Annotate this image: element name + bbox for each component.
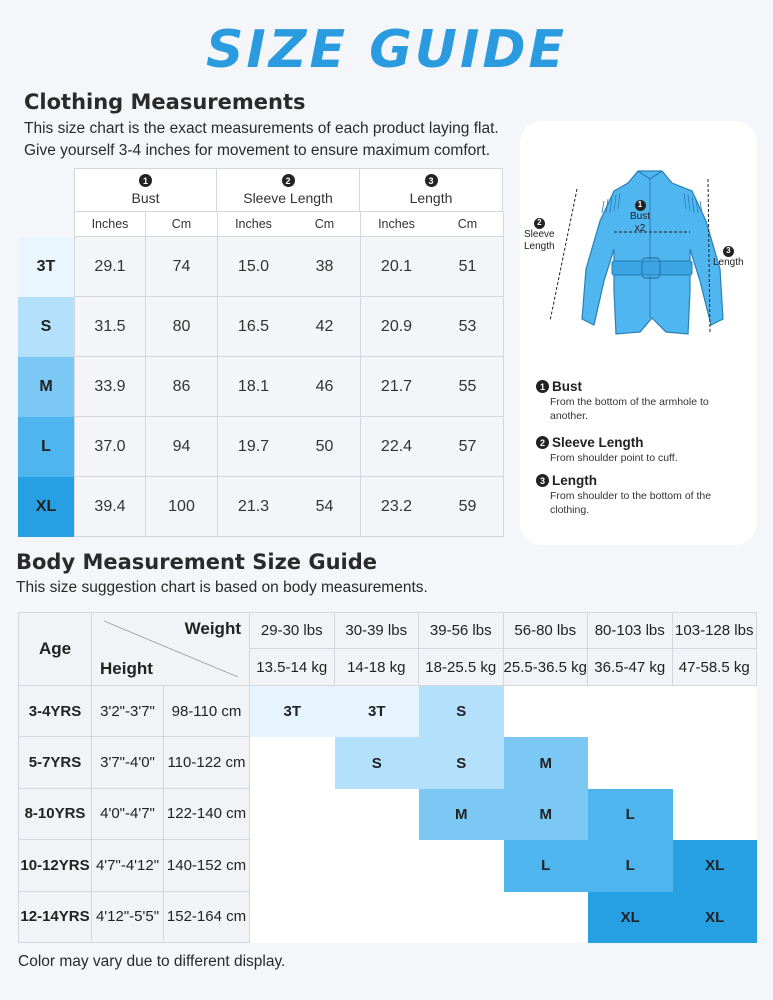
size-recommendation-cell	[588, 737, 673, 788]
size-recommendation-cell	[250, 737, 335, 788]
age-cell: 5-7YRS	[18, 737, 92, 788]
column-header-bust: 1 Bust	[74, 168, 217, 212]
measurement-cell: 74	[146, 237, 218, 297]
age-header: Age	[18, 612, 92, 686]
height-ft-cell: 4'12"-5'5"	[92, 892, 164, 943]
jacket-diagram	[520, 121, 757, 351]
height-ft-cell: 4'7"-4'12"	[92, 840, 164, 891]
definition-sleeve-length: 2 Sleeve Length From shoulder point to cuff.	[536, 435, 678, 465]
unit-header: Inches	[361, 212, 433, 237]
measurement-cell: 23.2	[361, 477, 433, 537]
size-label: L	[18, 417, 74, 477]
size-recommendation-cell	[419, 892, 504, 943]
measurement-cell: 100	[146, 477, 218, 537]
weight-lbs-header: 103-128 lbs	[673, 612, 758, 649]
measurement-cell: 37.0	[74, 417, 146, 477]
height-ft-cell: 4'0"-4'7"	[92, 789, 164, 840]
size-recommendation-cell	[504, 892, 589, 943]
measurement-cell: 21.3	[218, 477, 290, 537]
weight-kg-header: 13.5-14 kg	[250, 649, 335, 686]
size-recommendation-cell	[588, 686, 673, 737]
measurement-cell: 55	[432, 357, 504, 417]
clothing-desc-2: Give yourself 3-4 inches for movement to ensure maximum comfort.	[24, 142, 491, 159]
weight-kg-header: 14-18 kg	[335, 649, 420, 686]
unit-header: Inches	[218, 212, 290, 237]
measurement-cell: 80	[146, 297, 218, 357]
definition-length: 3 Length From shoulder to the bottom of the clothing.	[536, 473, 711, 517]
age-cell: 10-12YRS	[18, 840, 92, 891]
size-label: S	[18, 297, 74, 357]
measurement-cell: 15.0	[218, 237, 290, 297]
size-recommendation-cell: M	[504, 737, 589, 788]
size-recommendation-cell	[335, 892, 420, 943]
size-recommendation-cell: M	[419, 789, 504, 840]
height-label: Height	[100, 659, 153, 678]
height-cm-cell: 122-140 cm	[164, 789, 250, 840]
size-recommendation-cell: L	[588, 789, 673, 840]
size-recommendation-cell: XL	[673, 840, 758, 891]
size-recommendation-cell	[335, 840, 420, 891]
size-recommendation-cell	[673, 686, 758, 737]
measurement-cell: 50	[289, 417, 361, 477]
length-label: 3 Length	[713, 246, 744, 268]
size-recommendation-cell: S	[419, 686, 504, 737]
measurement-cell: 29.1	[74, 237, 146, 297]
unit-header: Cm	[289, 212, 361, 237]
size-label: 3T	[18, 237, 74, 297]
size-recommendation-cell: 3T	[250, 686, 335, 737]
weight-lbs-header: 80-103 lbs	[588, 612, 673, 649]
measurement-cell: 16.5	[218, 297, 290, 357]
measurement-cell: 38	[289, 237, 361, 297]
unit-header: Inches	[74, 212, 146, 237]
jacket-icon	[582, 171, 723, 334]
clothing-desc-1: This size chart is the exact measurements of each product laying flat.	[24, 120, 499, 137]
measurement-cell: 51	[432, 237, 504, 297]
weight-kg-header: 18-25.5 kg	[419, 649, 504, 686]
clothing-heading: Clothing Measurements	[24, 90, 306, 114]
body-desc: This size suggestion chart is based on body measurements.	[16, 579, 428, 596]
size-recommendation-cell: M	[504, 789, 589, 840]
bust-label: 1 Bust x2	[630, 200, 651, 234]
age-cell: 3-4YRS	[18, 686, 92, 737]
measurement-cell: 20.1	[361, 237, 433, 297]
height-cm-cell: 140-152 cm	[164, 840, 250, 891]
weight-lbs-header: 39-56 lbs	[419, 612, 504, 649]
measurement-cell: 46	[289, 357, 361, 417]
size-recommendation-cell: 3T	[335, 686, 420, 737]
size-recommendation-cell: S	[335, 737, 420, 788]
measurement-cell: 33.9	[74, 357, 146, 417]
height-ft-cell: 3'7"-4'0"	[92, 737, 164, 788]
weight-height-header	[92, 612, 250, 686]
sleeve-measure-line	[550, 189, 577, 321]
size-label: XL	[18, 477, 74, 537]
height-cm-cell: 98-110 cm	[164, 686, 250, 737]
height-cm-cell: 110-122 cm	[164, 737, 250, 788]
measurement-cell: 39.4	[74, 477, 146, 537]
weight-label: Weight	[184, 619, 241, 638]
measurement-cell: 59	[432, 477, 504, 537]
unit-header: Cm	[432, 212, 504, 237]
size-recommendation-cell	[673, 789, 758, 840]
sleeve-length-label: 2 Sleeve Length	[524, 218, 555, 252]
size-recommendation-cell: L	[588, 840, 673, 891]
clothing-measurements-table	[18, 168, 505, 537]
size-recommendation-cell	[335, 789, 420, 840]
size-recommendation-cell	[673, 737, 758, 788]
measurement-cell: 20.9	[361, 297, 433, 357]
size-recommendation-cell: XL	[588, 892, 673, 943]
page-title: SIZE GUIDE	[205, 20, 568, 80]
age-cell: 8-10YRS	[18, 789, 92, 840]
size-recommendation-cell: XL	[673, 892, 758, 943]
column-header-sleeve-length: 2 Sleeve Length	[217, 168, 360, 212]
size-recommendation-cell	[504, 686, 589, 737]
measurement-cell: 19.7	[218, 417, 290, 477]
weight-lbs-header: 30-39 lbs	[335, 612, 420, 649]
measurement-cell: 57	[432, 417, 504, 477]
age-cell: 12-14YRS	[18, 892, 92, 943]
size-recommendation-cell	[419, 840, 504, 891]
measurement-cell: 18.1	[218, 357, 290, 417]
height-cm-cell: 152-164 cm	[164, 892, 250, 943]
measurement-cell: 21.7	[361, 357, 433, 417]
footer-note: Color may vary due to different display.	[18, 953, 286, 970]
measurement-cell: 86	[146, 357, 218, 417]
measurement-cell: 53	[432, 297, 504, 357]
measurement-cell: 54	[289, 477, 361, 537]
weight-lbs-header: 56-80 lbs	[504, 612, 589, 649]
measurement-diagram-panel	[520, 121, 757, 545]
measurement-cell: 94	[146, 417, 218, 477]
weight-lbs-header: 29-30 lbs	[250, 612, 335, 649]
size-recommendation-cell: S	[419, 737, 504, 788]
size-recommendation-cell: L	[504, 840, 589, 891]
definition-bust: 1 Bust From the bottom of the armhole to another.	[536, 379, 709, 423]
measurement-cell: 31.5	[74, 297, 146, 357]
body-heading: Body Measurement Size Guide	[16, 550, 378, 574]
unit-header: Cm	[146, 212, 218, 237]
size-recommendation-cell	[250, 789, 335, 840]
weight-kg-header: 36.5-47 kg	[588, 649, 673, 686]
size-label: M	[18, 357, 74, 417]
measurement-cell: 22.4	[361, 417, 433, 477]
weight-kg-header: 47-58.5 kg	[673, 649, 758, 686]
body-size-guide-table	[18, 612, 757, 943]
size-recommendation-cell	[250, 840, 335, 891]
column-header-length: 3 Length	[360, 168, 503, 212]
weight-kg-header: 25.5-36.5 kg	[504, 649, 589, 686]
height-ft-cell: 3'2"-3'7"	[92, 686, 164, 737]
measurement-cell: 42	[289, 297, 361, 357]
size-recommendation-cell	[250, 892, 335, 943]
